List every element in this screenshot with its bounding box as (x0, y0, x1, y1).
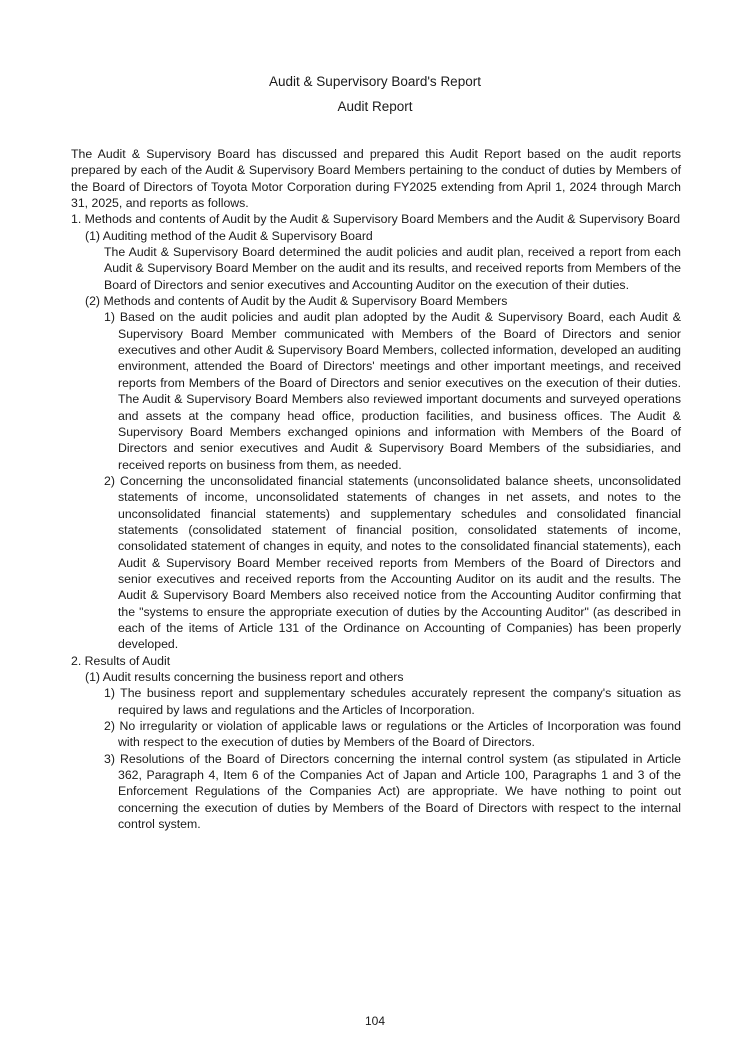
section-1-2-item-2: 2) Concerning the unconsolidated financial statements (unconsolidated balance sheets, unconsolidated statements of income, unconsolidated statements of changes in net assets, and notes to the unconsolidated financial statements) and supplementary schedules and consolidated financial statements (consolidated statement of financial position, consolidated statements of income, consolidated statement of changes in equity, and notes to the consolidated financial statements), each Audit & Supervisory Board Member received reports from Members of the Board of Directors and senior executives and received reports from the Accounting Auditor on its audit and the results. The Audit & Supervisory Board Members also received notice from the Accounting Auditor confirming that the "systems to ensure the appropriate execution of duties by the Accounting Auditor" (as described in each of the items of Article 131 of the Ordinance on Accounting of Companies) has been properly developed. (104, 473, 681, 652)
section-2-1-item-3: 3) Resolutions of the Board of Directors concerning the internal control system (as stipulated in Article 362, Paragraph 4, Item 6 of the Companies Act of Japan and Article 100, Paragraphs 1 and 3 of the Enforcement Regulations of the Companies Act) are appropriate. We have nothing to point out concerning the execution of duties by Members of the Board of Directors with respect to the internal control system. (104, 751, 681, 832)
report-title: Audit & Supervisory Board's Report (269, 74, 481, 89)
section-2-1-item-2: 2) No irregularity or violation of applicable laws or regulations or the Articles of Incorporation was found with respect to the execution of duties by Members of the Board of Directors. (104, 719, 681, 750)
section-2-1-item-1: 1) The business report and supplementary schedules accurately represent the company's situation as required by laws and regulations and the Articles of Incorporation. (104, 686, 681, 717)
section-1-2-heading: (2) Methods and contents of Audit by the Audit & Supervisory Board Members (85, 294, 508, 309)
section-1-heading: 1. Methods and contents of Audit by the Audit & Supervisory Board Members and the Audit & Supervisory Board (71, 212, 681, 227)
intro-paragraph: The Audit & Supervisory Board has discussed and prepared this Audit Report based on the audit reports prepared by each of the Audit & Supervisory Board Members pertaining to the conduct of duties by Members of the Board of Directors of Toyota Motor Corporation during FY2025 extending from April 1, 2024 through March 31, 2025, and reports as follows. (71, 147, 681, 211)
section-1-1-text: The Audit & Supervisory Board determined the audit policies and audit plan, received a report from each Audit & Supervisory Board Member on the audit and its results, and received reports from Members of the Board of Directors and senior executives and Accounting Auditor on the execution of their duties. (104, 245, 681, 292)
page-number: 104 (364, 1014, 386, 1028)
section-1-2-item-1: 1) Based on the audit policies and audit plan adopted by the Audit & Supervisory Board, each Audit & Supervisory Board Member communicated with Members of the Board of Directors and senior executives and other Audit & Supervisory Board Members, collected information, developed an auditing environment, attended the Board of Directors' meetings and other important meetings, and received reports from Members of the Board of Directors and senior executives on the execution of their duties. The Audit & Supervisory Board Members also reviewed important documents and surveyed operations and assets at the company head office, production facilities, and business offices. The Audit & Supervisory Board Members exchanged opinions and information with Members of the Board of Directors and senior executives and Audit & Supervisory Board Members of the subsidiaries, and received reports on business from them, as needed. (104, 310, 681, 472)
section-1-1-heading: (1) Auditing method of the Audit & Supervisory Board (85, 228, 373, 243)
report-body (71, 146, 681, 832)
report-subtitle: Audit Report (337, 99, 413, 114)
section-2-1-heading: (1) Audit results concerning the business report and others (85, 670, 404, 684)
section-2-heading: 2. Results of Audit (71, 653, 171, 668)
